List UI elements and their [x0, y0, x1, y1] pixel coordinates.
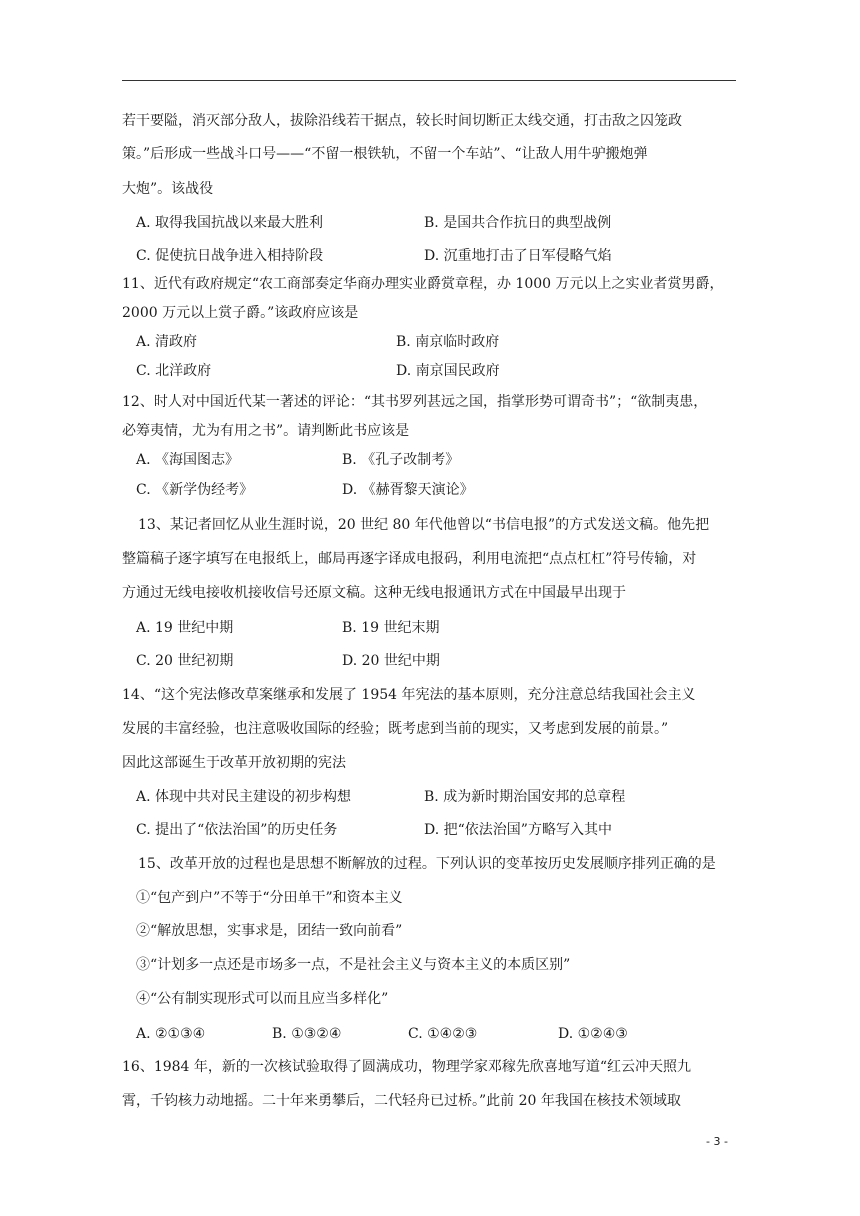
q15-statement-2: ②“解放思想，实事求是，团结一致向前看” [136, 923, 403, 939]
q11-option-c: C. 北洋政府 [136, 363, 212, 379]
q13-option-a: A. 19 世纪中期 [136, 620, 234, 636]
q10-option-c: C. 促使抗日战争进入相持阶段 [136, 248, 324, 264]
q13-option-b: B. 19 世纪末期 [342, 620, 440, 636]
q13-line-2: 整篇稿子逐字填写在电报纸上，邮局再逐字译成电报码，利用电流把“点点杠杠”符号传输，对 [122, 551, 697, 567]
q16-line-1: 16、1984 年，新的一次核试验取得了圆满成功，物理学家邓稼先欣喜地写道“红云冲天照九 [122, 1059, 692, 1075]
q12-option-c: C. 《新学伪经考》 [136, 482, 254, 498]
q15-option-a: A. ②①③④ [136, 1026, 206, 1042]
q15-statement-3: ③“计划多一点还是市场多一点，不是社会主义与资本主义的本质区别” [136, 957, 571, 973]
header-rule [122, 80, 736, 81]
q10-line-1: 若干要隘，消灭部分敌人，拔除沿线若干据点，较长时间切断正太线交通，打击敌之囚笼政 [122, 113, 682, 129]
q11-line-1: 11、近代有政府规定“农工商部奏定华商办理实业爵赏章程，办 1000 万元以上之实业者赏男爵， [122, 276, 724, 292]
q12-option-a: A. 《海国图志》 [136, 452, 240, 468]
q15-statement-1: ①“包产到户”不等于“分田单干”和资本主义 [136, 890, 403, 906]
q14-option-a: A. 体现中共对民主建设的初步构想 [136, 789, 352, 805]
q14-option-c: C. 提出了“依法治国”的历史任务 [136, 822, 338, 838]
q14-option-d: D. 把“依法治国”方略写入其中 [424, 822, 612, 838]
q11-option-a: A. 清政府 [136, 334, 198, 350]
q11-option-d: D. 南京国民政府 [396, 363, 500, 379]
q11-line-2: 2000 万元以上赏子爵。”该政府应该是 [122, 305, 359, 321]
q14-option-b: B. 成为新时期治国安邦的总章程 [424, 789, 626, 805]
q10-option-a: A. 取得我国抗战以来最大胜利 [136, 215, 324, 231]
q15-option-b: B. ①③②④ [272, 1026, 342, 1042]
q12-line-1: 12、时人对中国近代某一著述的评论：“其书罗列甚远之国，指掌形势可谓奇书”；“欲制夷患， [122, 394, 708, 410]
q13-option-d: D. 20 世纪中期 [342, 653, 440, 669]
q13-line-3: 方通过无线电接收机接收信号还原文稿。这种无线电报通讯方式在中国最早出现于 [122, 585, 626, 601]
q15-statement-4: ④“公有制实现形式可以而且应当多样化” [136, 991, 389, 1007]
page-number: - 3 - [706, 1135, 728, 1148]
q15-option-d: D. ①②④③ [558, 1026, 628, 1042]
q12-option-d: D. 《赫胥黎天演论》 [342, 482, 474, 498]
q15-option-c: C. ①④②③ [408, 1026, 478, 1042]
q10-line-2: 策。”后形成一些战斗口号——“不留一根铁轨，不留一个车站”、“让敌人用牛驴搬炮弹 [122, 146, 648, 162]
q14-line-1: 14、“这个宪法修改草案继承和发展了 1954 年宪法的基本原则，充分注意总结我国社会主义 [122, 687, 696, 703]
q12-option-b: B. 《孔子改制考》 [342, 452, 460, 468]
q16-line-2: 霄，千钧核力动地摇。二十年来勇攀后，二代轻舟已过桥。”此前 20 年我国在核技术领域取 [122, 1093, 681, 1109]
q12-line-2: 必筹夷情，尤为有用之书”。请判断此书应该是 [122, 423, 410, 439]
q10-option-d: D. 沉重地打击了日军侵略气焰 [424, 248, 612, 264]
q10-line-3: 大炮”。该战役 [122, 181, 214, 197]
q13-option-c: C. 20 世纪初期 [136, 653, 234, 669]
q11-option-b: B. 南京临时政府 [396, 334, 500, 350]
q14-line-3: 因此这部诞生于改革开放初期的宪法 [122, 755, 346, 771]
q14-line-2: 发展的丰富经验，也注意吸收国际的经验；既考虑到当前的现实，又考虑到发展的前景。” [122, 721, 669, 737]
q13-line-1: 13、某记者回忆从业生涯时说，20 世纪 80 年代他曾以“书信电报”的方式发送文稿。他先把 [138, 517, 710, 533]
q10-option-b: B. 是国共合作抗日的典型战例 [424, 215, 612, 231]
q15-stem: 15、改革开放的过程也是思想不断解放的过程。下列认识的变革按历史发展顺序排列正确的是 [138, 856, 716, 872]
